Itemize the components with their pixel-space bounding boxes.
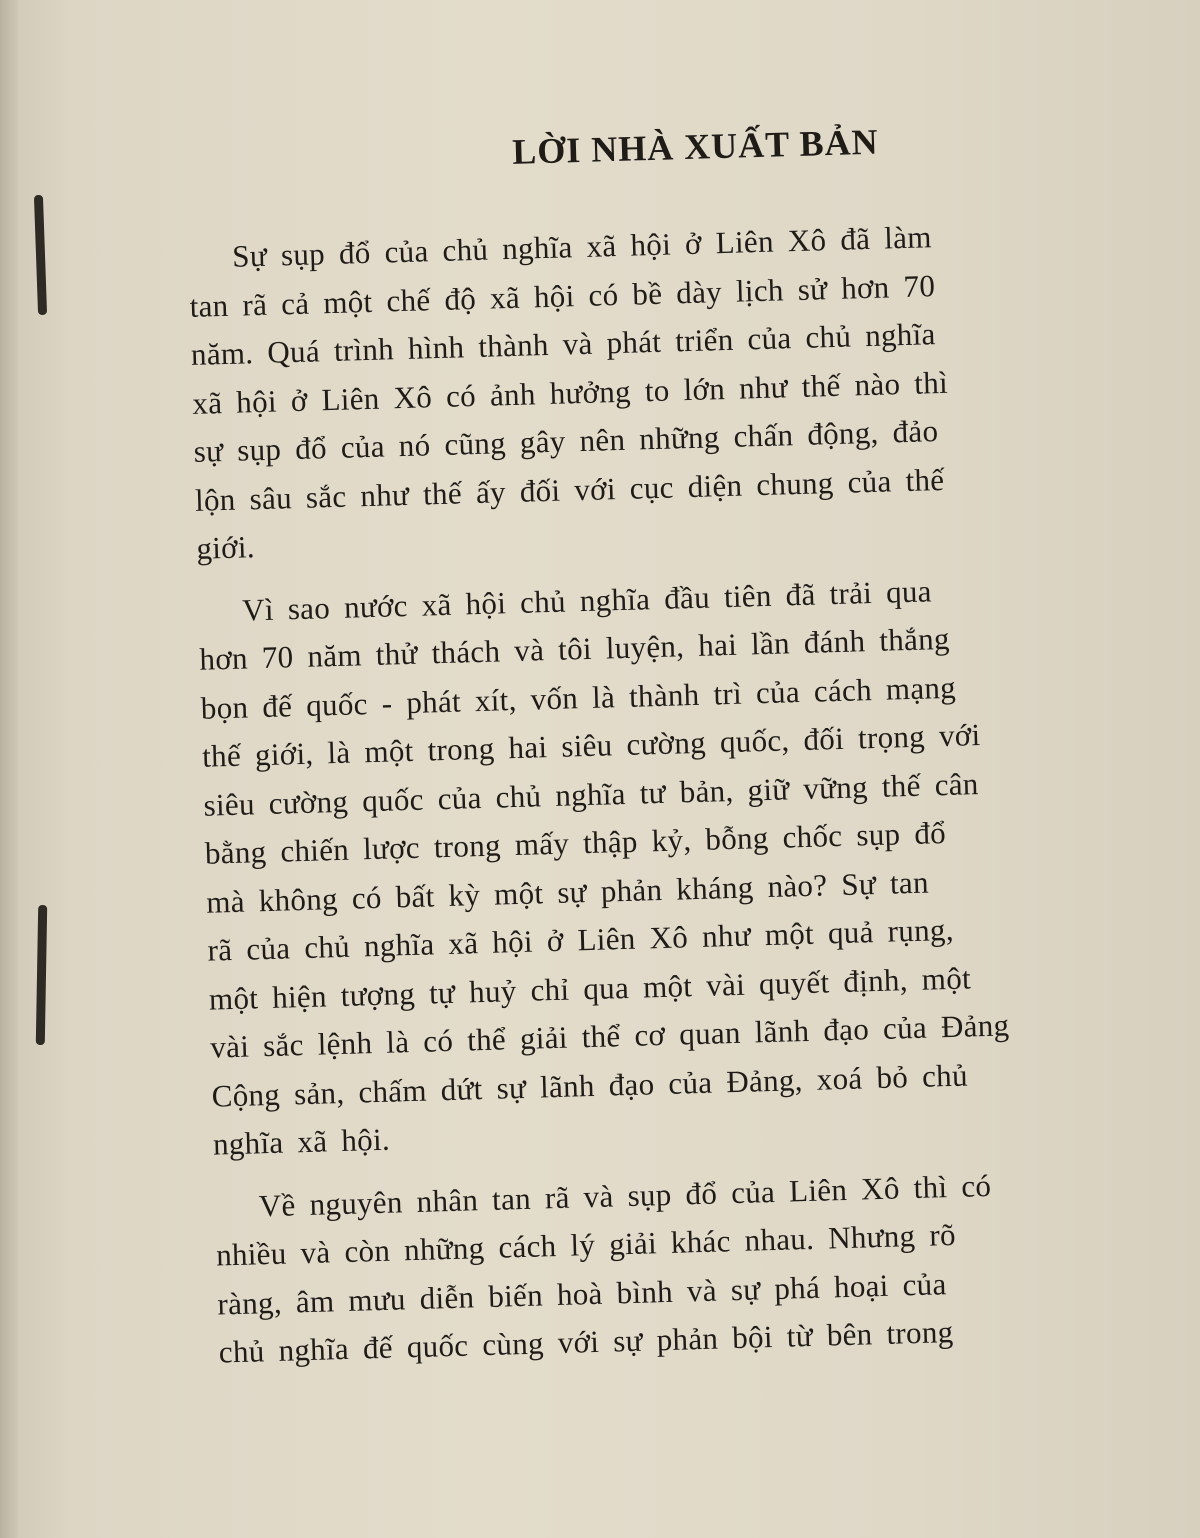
paragraph-2 bbox=[197, 561, 1173, 1170]
text-line: nhiều và còn những cách lý giải khác nhau. Nhưng rõ bbox=[215, 1216, 957, 1273]
binding-thread-bottom bbox=[36, 905, 47, 1045]
text-line: Sự sụp đổ của chủ nghĩa xã hội ở Liên Xô đã làm bbox=[231, 219, 933, 274]
text-line: Về nguyên nhân tan rã và sụp đổ của Liên Xô thì có bbox=[258, 1167, 992, 1223]
text-line: bọn đế quốc - phát xít, vốn là thành trì của cách mạng bbox=[200, 669, 957, 726]
page-content bbox=[185, 113, 1180, 1391]
text-line: năm. Quá trình hình thành và phát triển của chủ nghĩa bbox=[190, 316, 936, 372]
paragraph-3 bbox=[214, 1156, 1179, 1377]
text-line: giới. bbox=[195, 529, 256, 566]
text-line: chủ nghĩa đế quốc cùng với sự phản bội từ bên trong bbox=[218, 1314, 954, 1370]
text-line: Cộng sản, chấm dứt sự lãnh đạo của Đảng, xoá bỏ chủ bbox=[211, 1057, 969, 1114]
text-line: bằng chiến lược trong mấy thập kỷ, bỗng chốc sụp đổ bbox=[204, 815, 947, 871]
paragraph-1 bbox=[188, 207, 1157, 573]
text-line: sự sụp đổ của nó cũng gây nên những chấn động, đảo bbox=[193, 413, 939, 469]
text-line: Vì sao nước xã hội chủ nghĩa đầu tiên đã trải qua bbox=[241, 572, 933, 628]
text-line: một hiện tượng tự huỷ chỉ qua một vài quyết định, một bbox=[208, 959, 972, 1017]
text-line: xã hội ở Liên Xô có ảnh hưởng to lớn như thế nào thì bbox=[191, 364, 949, 421]
text-line: siêu cường quốc của chủ nghĩa tư bản, giữ vững thế cân bbox=[203, 765, 980, 823]
text-line: nghĩa xã hội. bbox=[212, 1121, 391, 1162]
page-gutter bbox=[0, 0, 18, 1538]
text-line: ràng, âm mưu diễn biến hoà bình và sự phá hoại của bbox=[217, 1265, 947, 1322]
text-line: tan rã cả một chế độ xã hội có bề dày lịch sử hơn 70 bbox=[189, 267, 936, 324]
text-line: thế giới, là một trong hai siêu cường quốc, đối trọng với bbox=[201, 717, 981, 774]
text-line: mà không có bất kỳ một sự phản kháng nào? Sự tan bbox=[205, 864, 930, 920]
page-title: LỜI NHÀ XUẤT BẢN bbox=[511, 121, 880, 172]
text-line: hơn 70 năm thử thách và tôi luyện, hai lần đánh thắng bbox=[199, 620, 951, 677]
text-line: lộn sâu sắc như thế ấy đối với cục diện chung của thế bbox=[194, 461, 945, 518]
text-line: vài sắc lệnh là có thể giải thể cơ quan lãnh đạo của Đảng bbox=[209, 1007, 1010, 1065]
binding-thread-top bbox=[34, 195, 47, 315]
text-line: rã của chủ nghĩa xã hội ở Liên Xô như một quả rụng, bbox=[207, 911, 955, 968]
